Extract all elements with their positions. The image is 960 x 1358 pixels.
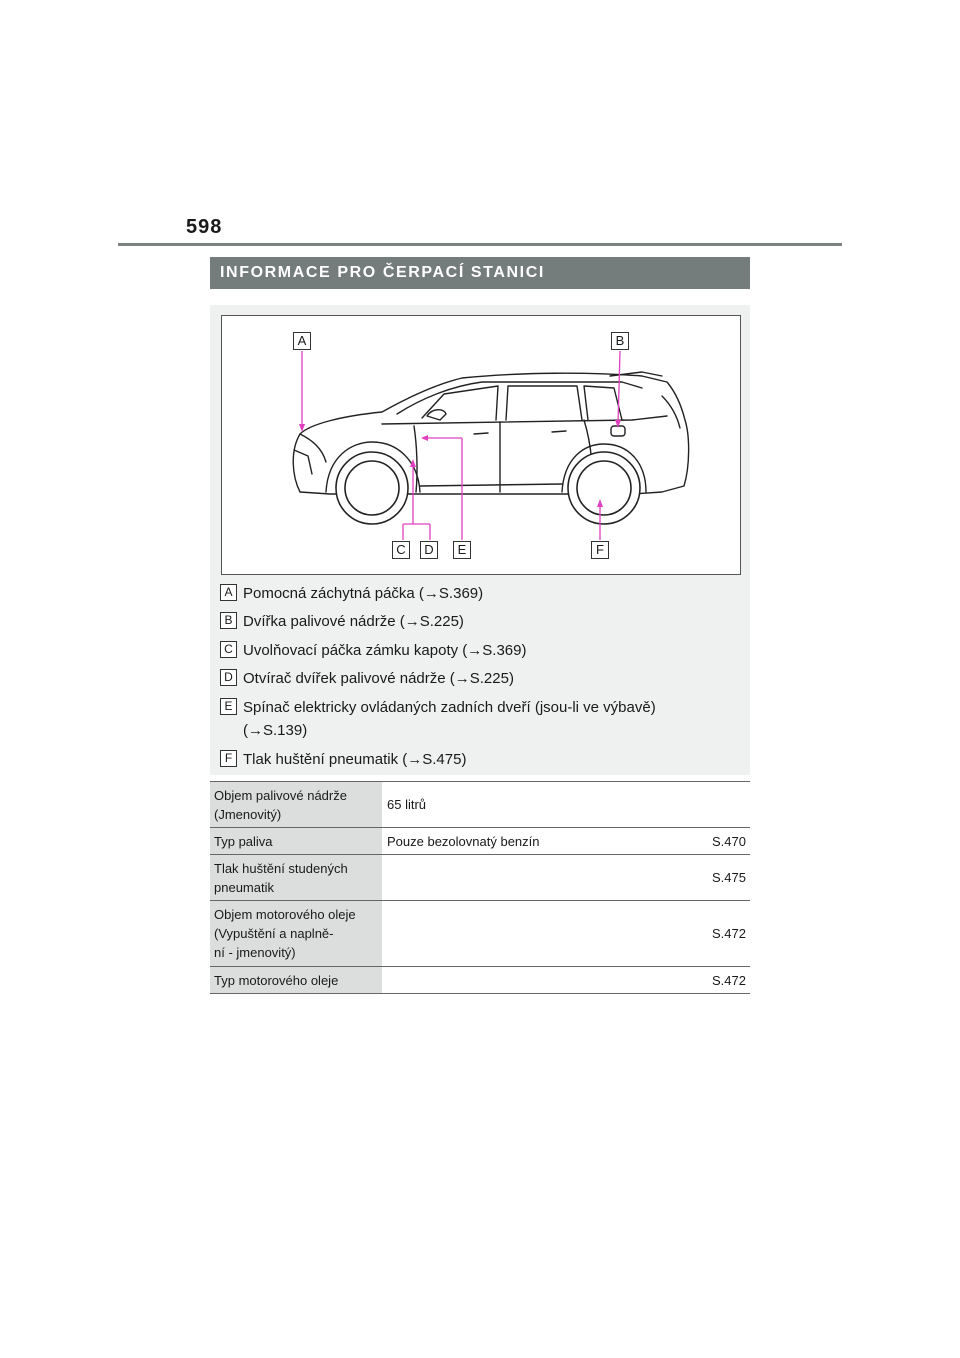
spec-table	[210, 781, 750, 994]
section-header: INFORMACE PRO ČERPACÍ STANICI	[210, 257, 750, 289]
label-line: Tlak huštění studených	[214, 860, 348, 876]
label-line: ní - jmenovitý)	[214, 945, 296, 960]
table-cell-label	[210, 967, 382, 994]
callout-b: B	[611, 332, 629, 350]
legend-text-line2: (→S.139)	[243, 722, 308, 739]
callout-d: D	[420, 541, 438, 559]
table-row	[210, 967, 750, 994]
label-line: Typ motorového oleje	[214, 972, 339, 988]
table-cell-value	[382, 901, 666, 967]
table-cell-value: Pouze bezolovnatý benzín	[387, 833, 540, 849]
table-row	[210, 782, 750, 828]
label-line: pneumatik	[214, 879, 274, 895]
table-cell-label	[210, 782, 382, 828]
legend-text: Spínač elektricky ovládaných zadních dveří (jsou-li ve výbavě)	[243, 699, 656, 716]
label-line: (Jmenovitý)	[214, 806, 282, 822]
callout-c: C	[392, 541, 410, 559]
legend-text: Tlak huštění pneumatik (→S.475)	[243, 751, 467, 768]
table-row	[210, 901, 750, 967]
label-line: (Vypuštění a naplně-	[214, 926, 334, 941]
top-rule	[118, 243, 842, 246]
table-cell-label	[210, 855, 382, 901]
table-cell-label	[210, 828, 382, 855]
label-line: Objem motorového oleje	[214, 907, 356, 922]
legend-text: Dvířka palivové nádrže (→S.225)	[243, 613, 464, 630]
table-cell-value	[382, 855, 666, 901]
vehicle-figure	[221, 315, 741, 575]
callout-e: E	[453, 541, 471, 559]
table-cell-ref	[666, 782, 750, 828]
label-line: Objem palivové nádrže	[214, 787, 347, 803]
table-cell-ref: S.470	[712, 833, 746, 849]
table-cell-value	[382, 967, 666, 994]
table-cell-ref: S.472	[712, 926, 746, 941]
table-cell-label	[210, 901, 382, 967]
callout-f: F	[591, 541, 609, 559]
legend-key: D	[220, 669, 237, 686]
legend-text: Otvírač dvířek palivové nádrže (→S.225)	[243, 670, 514, 687]
legend-key: B	[220, 612, 237, 629]
table-cell-ref: S.472	[712, 972, 746, 988]
legend-key: E	[220, 698, 237, 715]
legend-key: A	[220, 584, 237, 601]
vehicle-illustration	[222, 316, 742, 576]
legend-text: Pomocná záchytná páčka (→S.369)	[243, 585, 484, 602]
legend-key: F	[220, 750, 237, 767]
table-cell-value: 65 litrů	[387, 797, 427, 812]
table-row	[210, 828, 750, 855]
legend-text: Uvolňovací páčka zámku kapoty (→S.369)	[243, 642, 527, 659]
callout-a: A	[293, 332, 311, 350]
label-line: Typ paliva	[214, 833, 273, 849]
page-number: 598	[186, 216, 223, 238]
legend-key: C	[220, 641, 237, 658]
table-cell-ref: S.475	[712, 870, 746, 885]
table-row	[210, 855, 750, 901]
